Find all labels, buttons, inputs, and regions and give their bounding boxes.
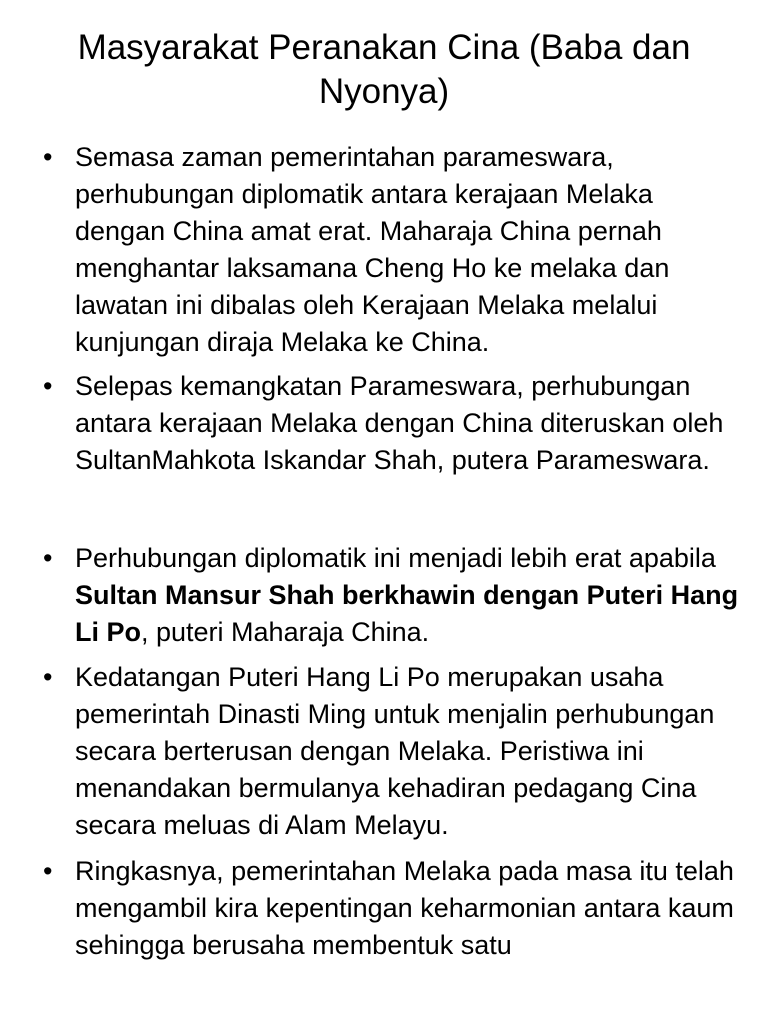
bullet-text: Selepas kemangkatan Parameswara, perhubungan antara kerajaan Melaka dengan China diteruskan oleh SultanMahkota Iskandar Shah, putera Parameswara. — [75, 371, 724, 475]
bullet-text: Kedatangan Puteri Hang Li Po merupakan usaha pemerintah Dinasti Ming untuk menjalin perhubungan secara berterusan dengan Melaka. Peristiwa ini menandakan bermulanya kehadiran pedagang Cina secara meluas di Alam Melayu. — [75, 662, 715, 840]
bullet-item — [0, 368, 768, 479]
bullet-text-before: Perhubungan diplomatik ini menjadi lebih erat apabila — [75, 543, 716, 573]
bullet-dot-icon: • — [43, 371, 53, 401]
bullet-dot-icon: • — [43, 662, 53, 692]
bullet-item — [0, 853, 768, 964]
bullet-item — [0, 139, 768, 361]
bullet-item — [0, 659, 768, 844]
bullet-text: Semasa zaman pemerintahan parameswara, perhubungan diplomatik antara kerajaan Melaka dengan China amat erat. Maharaja China pernah menghantar laksamana Cheng Ho ke melaka dan lawatan ini dibalas oleh Kerajaan Melaka melalui kunjungan diraja Melaka ke China. — [75, 142, 670, 357]
bullet-list — [0, 139, 768, 964]
bullet-text-after: , puteri Maharaja China. — [141, 617, 430, 647]
bullet-dot-icon: • — [43, 142, 53, 172]
slide-title: Masyarakat Peranakan Cina (Baba dan Nyonya) — [77, 28, 691, 111]
bullet-dot-icon: • — [43, 856, 53, 886]
bullet-text-bold: Sultan Mansur Shah berkhawin dengan Puteri Hang Li Po — [75, 580, 739, 647]
bullet-item — [0, 540, 768, 651]
bullet-text: Ringkasnya, pemerintahan Melaka pada masa itu telah mengambil kira kepentingan keharmonian antara kaum sehingga berusaha membentuk satu — [75, 856, 734, 960]
bullet-dot-icon: • — [43, 543, 53, 573]
